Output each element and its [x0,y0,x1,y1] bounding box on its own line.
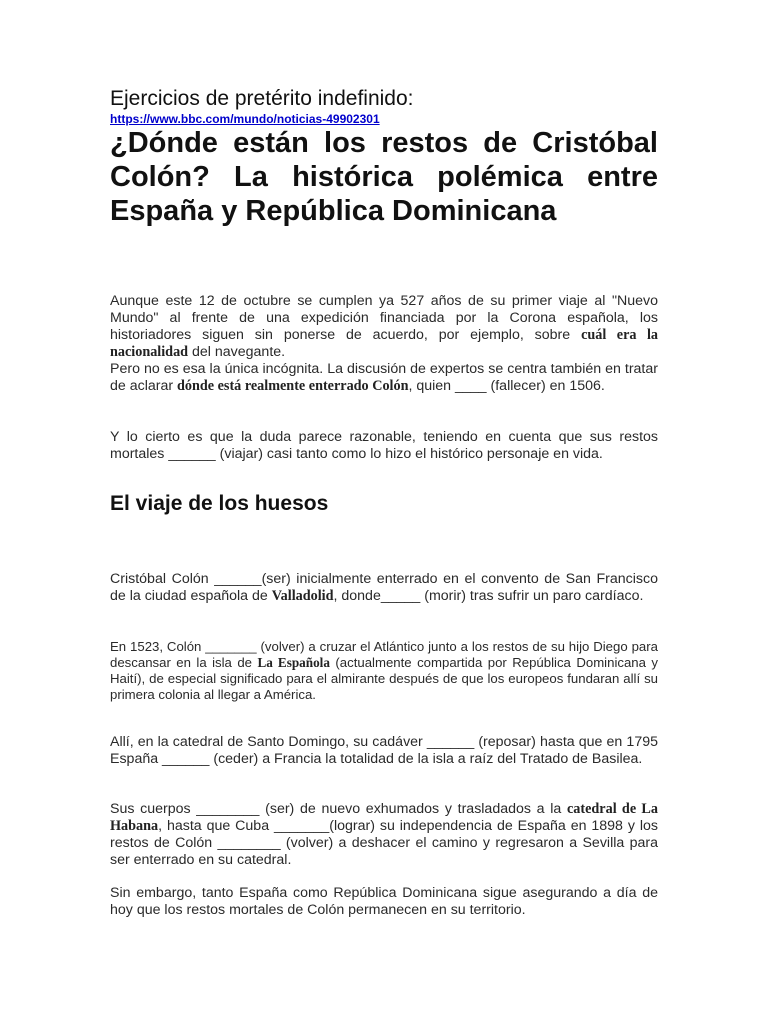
paragraph-text: , hasta que Cuba _______(lograr) su independencia de España en 1898 y los restos de Colón ________ (volver) a deshacer el camino y regresaron a Sevilla para ser enterrado en su catedral. [110,818,658,868]
title-line: ¿Dónde están los restos de Cristóbal [110,127,658,159]
paragraph-intro [110,293,658,361]
title-line: España y República Dominicana [110,195,557,227]
paragraph-text: (actualmente compartida por República Dominicana y Haití), de especial significado para el almirante después de que los europeos fundaran allí su primera colonia al llegar a América. [110,655,658,702]
article-title [110,126,658,228]
paragraph-la-habana [110,801,658,869]
paragraph-text: Cristóbal Colón ______(ser) inicialmente enterrado en el convento de San Francisco de la ciudad española de [110,571,658,604]
emphasis-text: Valladolid [271,588,334,604]
paragraph-text: Sin embargo, tanto España como República Dominicana sigue asegurando a día de hoy que los restos mortales de Colón permanecen en su territorio. [110,885,658,918]
paragraph-text: Pero no es esa la única incógnita. La discusión de expertos se centra también en tratar de aclarar [110,361,658,394]
emphasis-text: cuál era la nacionalidad [110,327,658,360]
paragraph-text: , donde_____ (morir) tras sufrir un paro cardíaco. [333,588,644,604]
paragraph-valladolid [110,571,658,605]
paragraph-text: , quien ____ (fallecer) en 1506. [408,378,605,394]
title-line: Colón? La histórica polémica entre [110,161,658,193]
paragraph-incognita [110,361,658,395]
paragraph-text: Y lo cierto es que la duda parece razonable, teniendo en cuenta que sus restos mortales ______ (viajar) casi tanto como lo hizo el histórico personaje en vida. [110,429,658,462]
section-heading: El viaje de los huesos [110,492,329,515]
paragraph-text: Allí, en la catedral de Santo Domingo, su cadáver ______ (reposar) hasta que en 1795 España ______ (ceder) a Francia la totalidad de la isla a raíz del Tratado de Basilea. [110,734,658,767]
paragraph-santo-domingo [110,734,658,768]
emphasis-text: dónde está realmente enterrado Colón [177,378,409,394]
source-link[interactable]: https://www.bbc.com/mundo/noticias-49902301 [110,112,380,126]
paragraph-la-espanola [110,639,658,703]
emphasis-text: catedral de La Habana [110,801,658,834]
paragraph-duda [110,429,658,463]
emphasis-text: La Española [257,655,330,670]
paragraph-text: En 1523, Colón _______ (volver) a cruzar el Atlántico junto a los restos de su hijo Diego para descansar en la isla de [110,639,658,670]
paragraph-text: Sus cuerpos ________ (ser) de nuevo exhumados y trasladados a la [110,801,567,817]
exercise-subtitle: Ejercicios de pretérito indefinido: [110,87,414,110]
paragraph-text: del navegante. [188,344,286,360]
paragraph-conclusion [110,885,658,919]
paragraph-text: Aunque este 12 de octubre se cumplen ya 527 años de su primer viaje al "Nuevo Mundo" al frente de una expedición financiada por la Corona española, los historiadores siguen sin ponerse de acuerdo, por ejemplo, sobre [110,293,658,343]
